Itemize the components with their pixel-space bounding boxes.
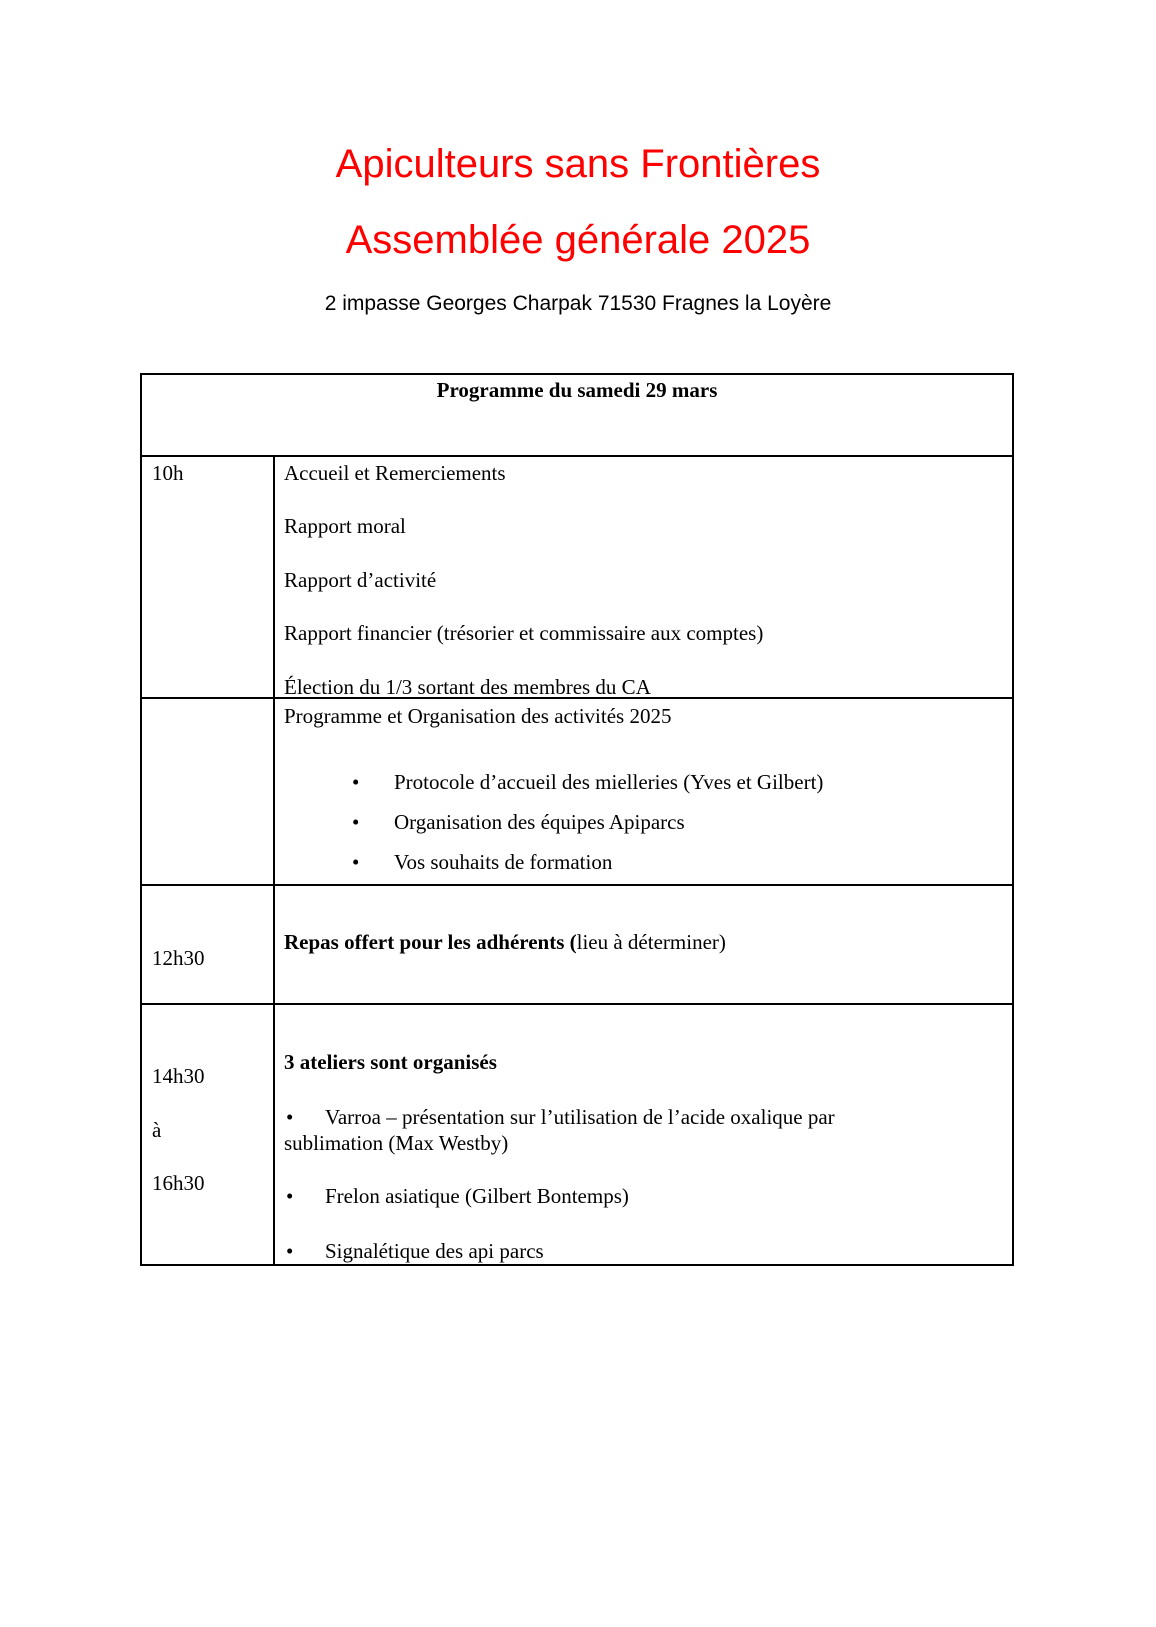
event-title: Assemblée générale 2025: [345, 218, 811, 262]
event-address: 2 impasse Georges Charpak 71530 Fragnes la Loyère: [324, 292, 832, 315]
workshop-item: Varroa – présentation sur l’utilisation de l’acide oxalique par: [325, 1105, 835, 1129]
agenda-item: Rapport financier (trésorier et commissaire aux comptes): [284, 621, 764, 645]
time-afternoon-separator: à: [152, 1118, 162, 1142]
workshop-item-continuation: sublimation (Max Westby): [284, 1131, 509, 1155]
agenda-item: Rapport d’activité: [284, 568, 437, 592]
agenda-item: Rapport moral: [284, 514, 406, 538]
agenda-item: Accueil et Remerciements: [284, 461, 506, 485]
activity-bullet-item: Vos souhaits de formation: [394, 850, 613, 874]
bullet-icon: •: [352, 850, 360, 874]
table-divider-header: [140, 455, 1014, 457]
bullet-icon: •: [286, 1105, 294, 1129]
time-afternoon-end: 16h30: [152, 1171, 205, 1195]
lunch-bold-text: Repas offert pour les adhérents (: [284, 930, 577, 954]
workshops-title: 3 ateliers sont organisés: [284, 1050, 497, 1074]
table-divider-lunch: [140, 1003, 1014, 1005]
time-afternoon-start: 14h30: [152, 1064, 205, 1088]
lunch-normal-text: lieu à déterminer): [576, 930, 726, 954]
workshop-item: Signalétique des api parcs: [325, 1239, 544, 1263]
activities-title: Programme et Organisation des activités 2025: [284, 704, 672, 728]
activity-bullet-item: Protocole d’accueil des mielleries (Yves et Gilbert): [394, 770, 824, 794]
lunch-description: [284, 929, 726, 955]
workshop-item: Frelon asiatique (Gilbert Bontemps): [325, 1184, 629, 1208]
agenda-item: Élection du 1/3 sortant des membres du CA: [284, 675, 651, 699]
table-divider-activities: [140, 884, 1014, 886]
time-morning: 10h: [152, 461, 184, 485]
program-heading: Programme du samedi 29 mars: [436, 378, 718, 402]
table-column-divider: [273, 455, 275, 1266]
bullet-icon: •: [352, 770, 360, 794]
bullet-icon: •: [286, 1239, 294, 1263]
organization-title: Apiculteurs sans Frontières: [335, 142, 821, 186]
bullet-icon: •: [352, 810, 360, 834]
activity-bullet-item: Organisation des équipes Apiparcs: [394, 810, 685, 834]
time-lunch: 12h30: [152, 946, 205, 970]
bullet-icon: •: [286, 1184, 294, 1208]
